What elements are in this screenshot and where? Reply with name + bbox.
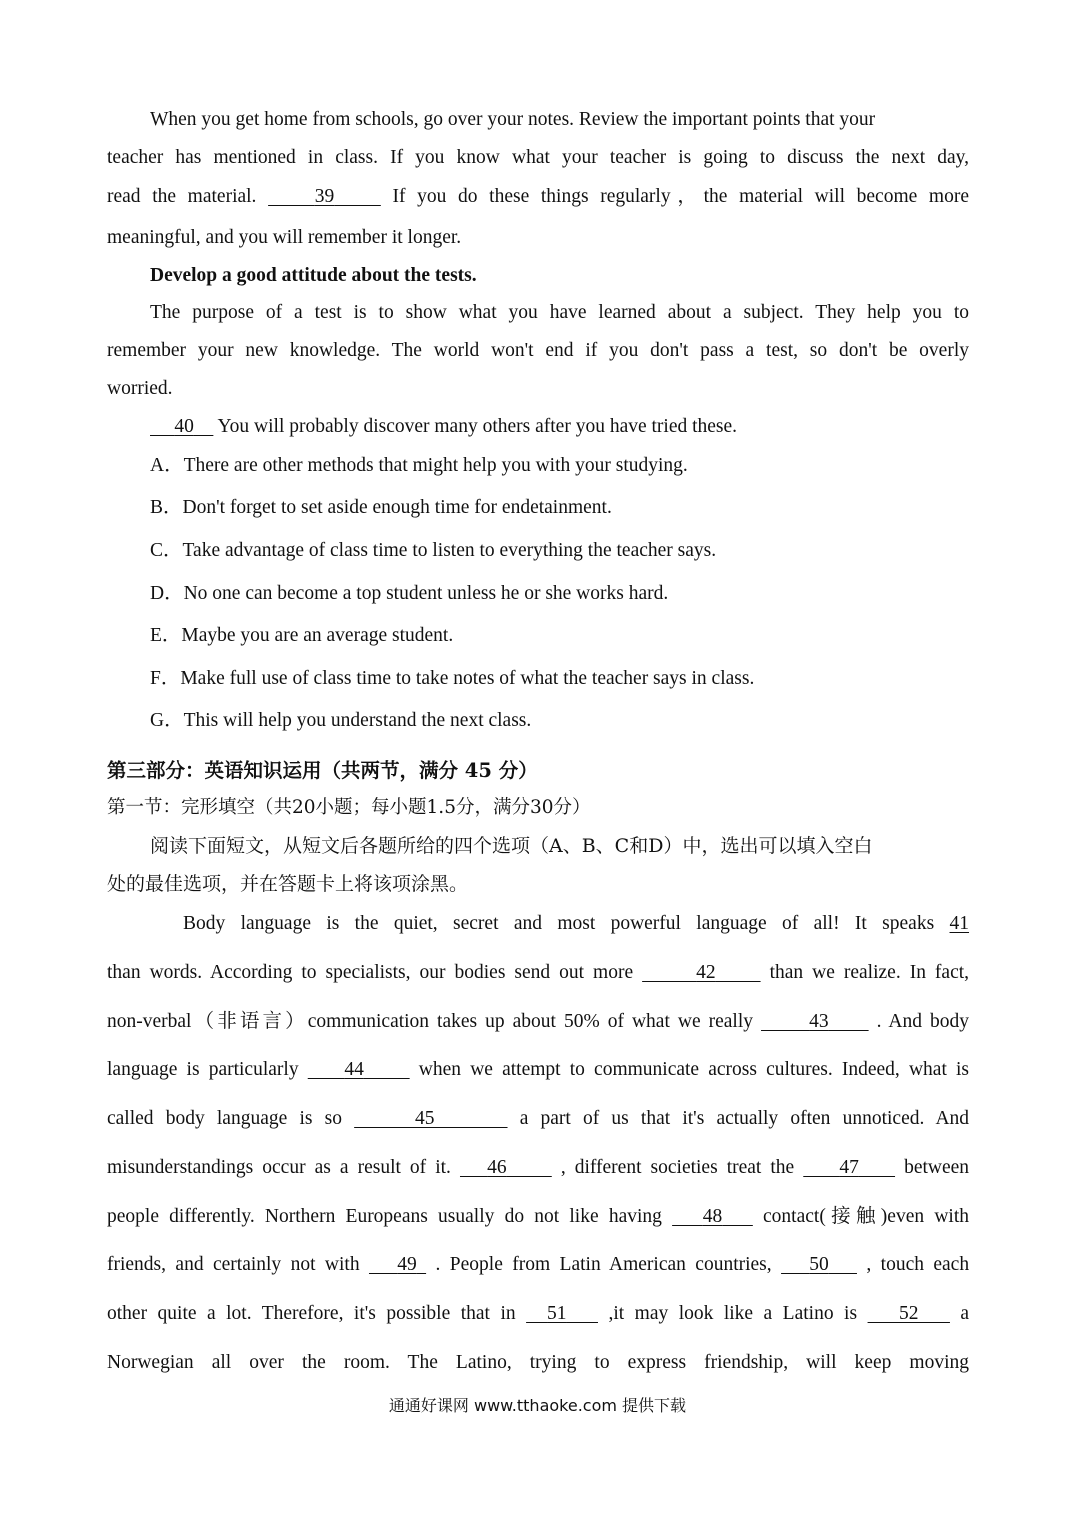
part3-section1: 第一节：完形填空（共20小题；每小题1.5分，满分30分） <box>107 797 591 818</box>
cloze-line-4-text: language is particularly <box>107 1059 299 1080</box>
passage-line-3-rest: If you do these things regularly，the material will become more <box>392 186 969 207</box>
tests-line-1: The purpose of a test is to show what you have learned about a subject. They help you to <box>150 302 969 323</box>
blank-43 <box>761 1011 869 1032</box>
passage-line-3 <box>107 187 969 207</box>
part3-instructions-1: 阅读下面短文，从短文后各题所给的四个选项（A、B、C和D）中，选出可以填入空白 <box>150 835 873 857</box>
blank-39-number: 39 <box>314 186 335 207</box>
cloze-line-6-rest: between <box>904 1157 970 1178</box>
cloze-line-1-text: Body language is the quiet, secret and most powerful language of all! It speaks <box>183 913 935 934</box>
cloze-line-7-rest: contact(接触)even with <box>763 1206 969 1227</box>
cloze-line-3 <box>107 1012 969 1032</box>
tests-line-3: worried. <box>107 378 173 399</box>
part3-title: 第三部分：英语知识运用（共两节，满分 45 分） <box>107 759 538 782</box>
cloze-line-9-text: other quite a lot. Therefore, it's possible that in <box>107 1303 516 1324</box>
passage-line-1: When you get home from schools, go over your notes. Review the important points that your <box>150 109 876 130</box>
cloze-line-5-rest: a part of us that it's actually often unnoticed. And <box>519 1108 970 1129</box>
cloze-line-10: Norwegian all over the room. The Latino, trying to express friendship, will keep moving <box>107 1352 969 1373</box>
cloze-line-5 <box>107 1109 969 1129</box>
cloze-line-8 <box>107 1255 969 1275</box>
passage-line-3-text: read the material. <box>107 186 257 207</box>
blank-47 <box>803 1157 895 1178</box>
footer-watermark: 通通好课网 www.tthaoke.com 提供下载 <box>388 1396 687 1415</box>
blank-42-number: 42 <box>696 962 716 983</box>
blank-40-number: 40 <box>174 416 194 437</box>
option-e: E．Maybe you are an average student. <box>150 625 454 646</box>
blank-43-number: 43 <box>809 1011 829 1032</box>
cloze-line-6 <box>107 1158 969 1178</box>
tests-line-2: remember your new knowledge. The world won't end if you don't pass a test, so don't be overly <box>107 340 969 361</box>
blank-50 <box>781 1254 857 1275</box>
blank-42 <box>642 962 760 983</box>
blank-49-number: 49 <box>397 1254 417 1275</box>
blank-48 <box>672 1206 753 1227</box>
option-g: G．This will help you understand the next class. <box>150 710 532 731</box>
blank-39 <box>268 186 381 207</box>
blank-47-number: 47 <box>839 1157 859 1178</box>
blank-48-number: 48 <box>702 1206 723 1227</box>
blank-44 <box>308 1059 410 1080</box>
cloze-line-8-text: friends, and certainly not with <box>107 1254 360 1275</box>
blank-50-number: 50 <box>809 1254 829 1275</box>
cloze-line-6-text: misunderstandings occur as a result of it. <box>107 1157 451 1178</box>
blank-46-number: 46 <box>487 1157 507 1178</box>
blank-40 <box>150 416 213 437</box>
option-b: B．Don't forget to set aside enough time for endetainment. <box>150 497 612 518</box>
cloze-line-2-text: than words. According to specialists, our bodies send out more <box>107 962 634 983</box>
option-d: D．No one can become a top student unless he or she works hard. <box>150 583 669 604</box>
cloze-line-4-rest: when we attempt to communicate across cultures. Indeed, what is <box>418 1059 970 1080</box>
cloze-line-9 <box>107 1304 969 1324</box>
cloze-line-3-text: non-verbal（非语言）communication takes up about 50% of what we really <box>107 1011 754 1032</box>
blank-49 <box>369 1254 426 1275</box>
cloze-line-2 <box>107 963 969 983</box>
blank-51 <box>526 1303 598 1324</box>
cloze-line-9-rest: a <box>960 1303 970 1324</box>
blank-40-text: You will probably discover many others after you have tried these. <box>217 416 738 437</box>
cloze-line-9-mid: ,it may look like a Latino is <box>608 1303 858 1324</box>
blank-44-number: 44 <box>344 1059 364 1080</box>
blank-45 <box>354 1108 507 1129</box>
blank-52-number: 52 <box>899 1303 919 1324</box>
blank-52 <box>868 1303 950 1324</box>
section-title: Develop a good attitude about the tests. <box>150 265 477 286</box>
cloze-line-5-text: called body language is so <box>107 1108 342 1129</box>
blank-41: 41 <box>949 913 970 934</box>
cloze-line-8-rest: , touch each <box>866 1254 970 1275</box>
cloze-line-3-rest: . And body <box>876 1011 970 1032</box>
blank-46 <box>460 1157 552 1178</box>
option-f: F．Make full use of class time to take notes of what the teacher says in class. <box>150 668 755 689</box>
option-a: A．There are other methods that might help you with your studying. <box>150 455 688 476</box>
passage-line-2: teacher has mentioned in class. If you know what your teacher is going to discuss the next day, <box>107 147 969 168</box>
blank-45-number: 45 <box>415 1108 435 1129</box>
cloze-line-6-mid: , different societies treat the <box>560 1157 795 1178</box>
cloze-line-4 <box>107 1060 969 1080</box>
cloze-line-8-mid: . People from Latin American countries, <box>435 1254 772 1275</box>
cloze-line-1 <box>183 914 969 934</box>
blank-40-line <box>150 417 737 437</box>
option-c: C．Take advantage of class time to listen to everything the teacher says. <box>150 540 717 561</box>
cloze-line-7 <box>107 1207 969 1227</box>
blank-51-number: 51 <box>547 1303 567 1324</box>
cloze-line-7-text: people differently. Northern Europeans usually do not like having <box>107 1206 662 1227</box>
passage-line-4: meaningful, and you will remember it longer. <box>107 227 462 248</box>
part3-instructions-2: 处的最佳选项，并在答题卡上将该项涂黑。 <box>107 873 469 895</box>
cloze-line-2-rest: than we realize. In fact, <box>769 962 970 983</box>
